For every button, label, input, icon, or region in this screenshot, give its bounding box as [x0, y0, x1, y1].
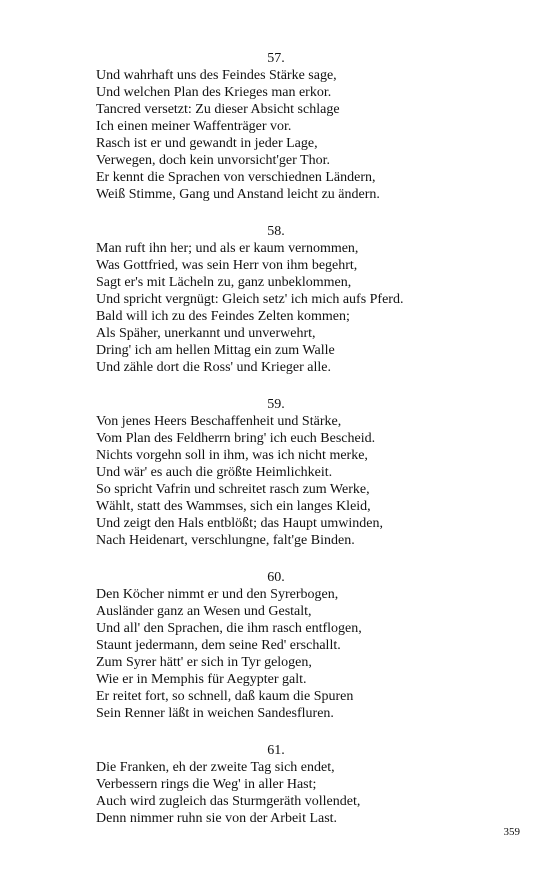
- verse-line: Tancred versetzt: Zu dieser Absicht schlage: [96, 102, 340, 117]
- verse-line: Weiß Stimme, Gang und Anstand leicht zu ändern.: [96, 187, 380, 202]
- verse-line: Und zähle dort die Ross' und Krieger alle.: [96, 360, 332, 375]
- verse-line: Rasch ist er und gewandt in jeder Lage,: [96, 136, 318, 151]
- verse-line: Nichts vorgehn soll in ihm, was ich nicht merke,: [96, 448, 368, 463]
- verse-line: Er kennt die Sprachen von verschiednen Ländern,: [96, 170, 376, 185]
- verse-line: Bald will ich zu des Feindes Zelten kommen;: [96, 309, 350, 324]
- verse-line: Wählt, statt des Wammses, sich ein langes Kleid,: [96, 499, 371, 514]
- verse-line: Ich einen meiner Waffenträger vor.: [96, 119, 292, 134]
- verse-line: Sein Renner läßt in weichen Sandesfluren.: [96, 706, 334, 721]
- verse-line: Und zeigt den Hals entblößt; das Haupt umwinden,: [96, 516, 383, 531]
- verse-line: Dring' ich am hellen Mittag ein zum Walle: [96, 343, 335, 358]
- stanza: [96, 742, 456, 827]
- stanza: [96, 223, 456, 376]
- verse-line: Von jenes Heers Beschaffenheit und Stärke,: [96, 414, 342, 429]
- stanza: [96, 569, 456, 722]
- verse-line: Und welchen Plan des Krieges man erkor.: [96, 85, 332, 100]
- verse-line: Als Späher, unerkannt und unverwehrt,: [96, 326, 316, 341]
- poem-page: [96, 50, 456, 827]
- verse-line: Nach Heidenart, verschlungne, falt'ge Binden.: [96, 533, 355, 548]
- verse-line: Sagt er's mit Lächeln zu, ganz unbeklommen,: [96, 275, 352, 290]
- page-number: 359: [503, 826, 520, 838]
- verse-line: Auch wird zugleich das Sturmgeräth vollendet,: [96, 794, 361, 809]
- stanza-number: 60.: [267, 570, 285, 585]
- verse-line: Zum Syrer hätt' er sich in Tyr gelogen,: [96, 655, 312, 670]
- verse-line: Den Köcher nimmt er und den Syrerbogen,: [96, 587, 339, 602]
- verse-line: Ausländer ganz an Wesen und Gestalt,: [96, 604, 312, 619]
- verse-line: Verbessern rings die Weg' in aller Hast;: [96, 777, 317, 792]
- verse-line: Staunt jedermann, dem seine Red' erschallt.: [96, 638, 341, 653]
- stanza-number: 61.: [267, 743, 285, 758]
- verse-line: Was Gottfried, was sein Herr von ihm begehrt,: [96, 258, 358, 273]
- verse-line: So spricht Vafrin und schreitet rasch zum Werke,: [96, 482, 370, 497]
- verse-line: Die Franken, eh der zweite Tag sich endet,: [96, 760, 335, 775]
- verse-line: Und all' den Sprachen, die ihm rasch entflogen,: [96, 621, 362, 636]
- stanza-number: 58.: [267, 224, 285, 239]
- verse-line: Man ruft ihn her; und als er kaum vernommen,: [96, 241, 359, 256]
- verse-line: Wie er in Memphis für Aegypter galt.: [96, 672, 307, 687]
- verse-line: Und spricht vergnügt: Gleich setz' ich mich aufs Pferd.: [96, 292, 404, 307]
- stanza: [96, 396, 456, 549]
- stanza-number: 59.: [267, 397, 285, 412]
- verse-line: Und wär' es auch die größte Heimlichkeit.: [96, 465, 333, 480]
- verse-line: Und wahrhaft uns des Feindes Stärke sage,: [96, 68, 337, 83]
- verse-line: Vom Plan des Feldherrn bring' ich euch Bescheid.: [96, 431, 376, 446]
- verse-line: Er reitet fort, so schnell, daß kaum die Spuren: [96, 689, 354, 704]
- verse-line: Denn nimmer ruhn sie von der Arbeit Last.: [96, 811, 338, 826]
- stanza-number: 57.: [267, 51, 285, 66]
- stanza: [96, 50, 456, 203]
- verse-line: Verwegen, doch kein unvorsicht'ger Thor.: [96, 153, 330, 168]
